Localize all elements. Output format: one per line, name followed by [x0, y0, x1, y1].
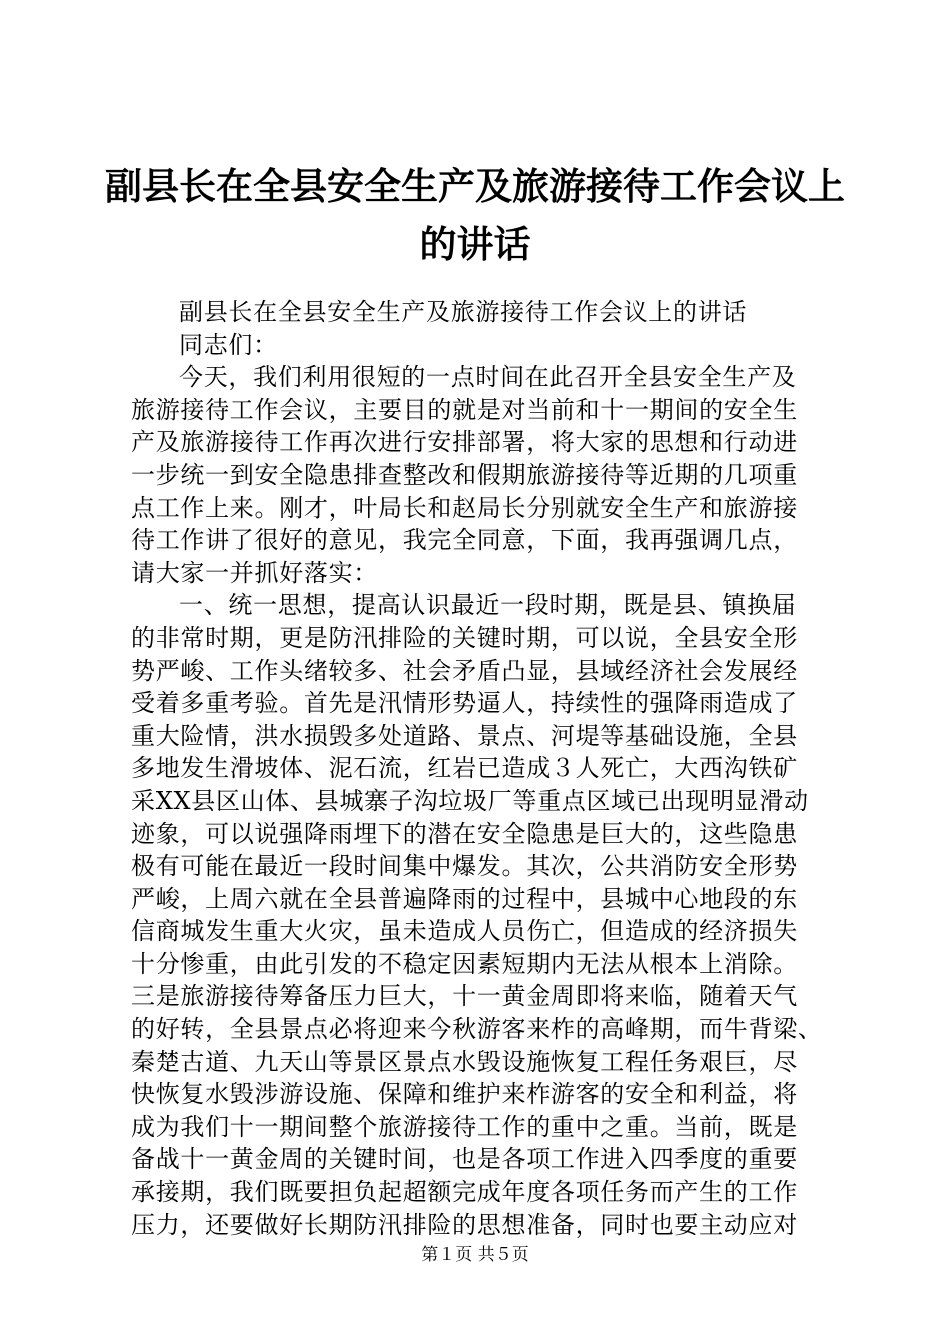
paragraph-line: 的非常时期，更是防汛排险的关键时期，可以说，全县安全形: [131, 623, 798, 652]
document-body: [131, 296, 831, 1241]
subtitle-line: 副县长在全县安全生产及旅游接待工作会议上的讲话: [179, 298, 748, 326]
paragraph-line: 一、统一思想，提高认识最近一段时期，既是县、镇换届: [179, 591, 797, 620]
paragraph-line: 备战十一黄金周的关键时间，也是各项工作进入四季度的重要: [131, 1145, 798, 1174]
paragraph-line: 承接期，我们既要担负起超额完成年度各项任务而产生的工作: [131, 1178, 798, 1207]
paragraph-line: 一步统一到安全隐患排查整改和假期旅游接待等近期的几项重: [131, 460, 798, 489]
paragraph-line: 极有可能在最近一段时间集中爆发。其次，公共消防安全形势: [131, 852, 798, 881]
paragraph-line: 待工作讲了很好的意见，我完全同意，下面，我再强调几点，: [131, 526, 798, 555]
paragraph-line: 三是旅游接待筹备压力巨大，十一黄金周即将来临，随着天气: [131, 982, 798, 1011]
document-title-line-1: 副县长在全县安全生产及旅游接待工作会议上: [105, 165, 845, 208]
paragraph-line: 压力，还要做好长期防汛排险的思想准备，同时也要主动应对: [131, 1210, 798, 1239]
paragraph-line: 多地发生滑坡体、泥石流，红岩已造成３人死亡，大西沟铁矿: [131, 754, 798, 783]
paragraph-line: 重大险情，洪水损毁多处道路、景点、河堤等基础设施，全县: [131, 721, 798, 750]
document-title-line-2: 的讲话: [419, 223, 531, 266]
paragraph-line: 快恢复水毁涉游设施、保障和维护来柞游客的安全和利益，将: [131, 1080, 798, 1109]
paragraph-line: 请大家一并抓好落实：: [131, 558, 378, 587]
paragraph-line: 成为我们十一期间整个旅游接待工作的重中之重。当前，既是: [131, 1112, 798, 1141]
paragraph-line: 的好转，全县景点必将迎来今秋游客来柞的高峰期，而牛背梁、: [131, 1015, 823, 1044]
salutation-line: 同志们：: [179, 330, 278, 359]
paragraph-line: 迹象，可以说强降雨埋下的潜在安全隐患是巨大的，这些隐患: [131, 819, 798, 848]
paragraph-line: 严峻，上周六就在全县普遍降雨的过程中，县城中心地段的东: [131, 884, 798, 913]
paragraph-line: 点工作上来。刚才，叶局长和赵局长分别就安全生产和旅游接: [131, 493, 798, 522]
paragraph-line: 产及旅游接待工作再次进行安排部署，将大家的思想和行动进: [131, 428, 798, 457]
paragraph-line: 秦楚古道、九天山等景区景点水毁设施恢复工程任务艰巨，尽: [131, 1047, 798, 1076]
paragraph-line: 旅游接待工作会议，主要目的就是对当前和十一期间的安全生: [131, 395, 798, 424]
paragraph-line: 受着多重考验。首先是汛情形势逼人，持续性的强降雨造成了: [131, 689, 798, 718]
paragraph-line: 势严峻、工作头绪较多、社会矛盾凸显，县域经济社会发展经: [131, 656, 798, 685]
paragraph-line: 今天，我们利用很短的一点时间在此召开全县安全生产及: [179, 363, 797, 392]
paragraph-line: 信商城发生重大火灾，虽未造成人员伤亡，但造成的经济损失: [131, 917, 798, 946]
paragraph-line: 十分惨重，由此引发的不稳定因素短期内无法从根本上消除。: [131, 949, 798, 978]
paragraph-line: 采XX县区山体、县城寨子沟垃圾厂等重点区域已出现明显滑动: [131, 786, 809, 815]
page-number-footer: 第１页 共５页: [421, 1245, 529, 1265]
